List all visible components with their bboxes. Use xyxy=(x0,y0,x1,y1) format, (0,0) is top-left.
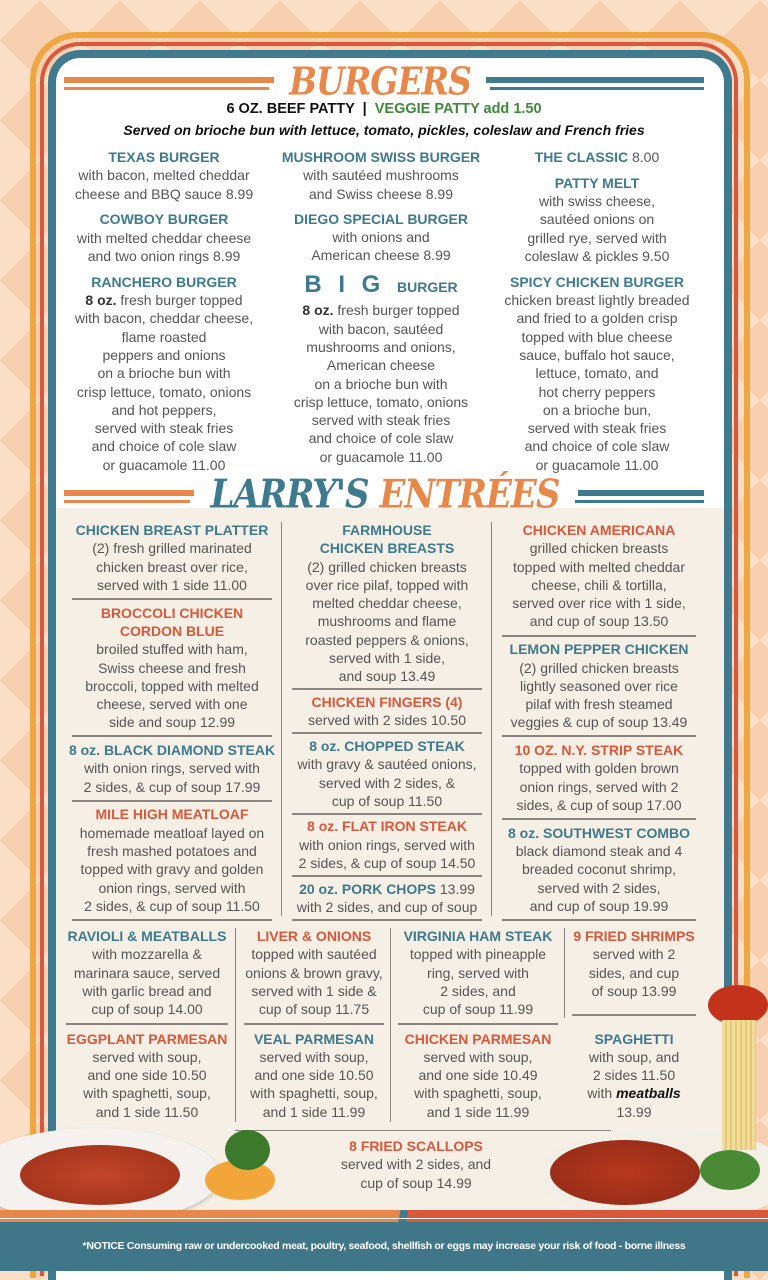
weight-label: 8 oz. xyxy=(302,302,334,319)
item-title xyxy=(392,927,564,945)
item-description-line: (2) grilled chicken breasts xyxy=(307,558,467,575)
item-separator xyxy=(292,875,482,877)
item-separator xyxy=(502,818,696,820)
menu-item xyxy=(238,927,390,1018)
meatballs-label: meatballs xyxy=(616,1085,681,1102)
item-name: 10 OZ. N.Y. STRIP STEAK xyxy=(514,742,684,759)
menu-item xyxy=(286,817,488,872)
entrees-column-1 xyxy=(66,521,278,921)
menu-item xyxy=(492,273,702,474)
item-name: CHICKEN FINGERS (4) xyxy=(311,694,463,711)
burgers-title: BURGERS xyxy=(289,59,471,104)
item-description-line: with bacon, melted cheddar xyxy=(78,167,250,184)
item-name: RANCHERO BURGER xyxy=(91,273,237,290)
veggie-patty-label: VEGGIE PATTY add 1.50 xyxy=(374,101,542,117)
item-description-line: pilaf with fresh steamed xyxy=(525,696,673,713)
item-description-line: and choice of cole slaw xyxy=(308,430,454,447)
item-title xyxy=(60,273,268,291)
item-description-line: sides, & cup of soup 17.00 xyxy=(516,797,682,814)
header-stripe-left xyxy=(64,77,274,83)
menu-item xyxy=(60,273,268,474)
item-description-line: served with 2 xyxy=(592,946,676,963)
item-description-line: served with steak fries xyxy=(527,420,667,437)
item-separator xyxy=(72,735,272,737)
item-description-line: 2 sides, and xyxy=(440,982,516,999)
item-title xyxy=(286,693,488,711)
item-name: 8 oz. SOUTHWEST COMBO xyxy=(508,824,690,841)
item-title xyxy=(66,521,278,539)
item-name: THE CLASSIC xyxy=(534,149,629,165)
item-name: 8 oz. CHOPPED STEAK xyxy=(309,737,465,754)
item-title xyxy=(300,1137,532,1155)
item-description-line: flame roasted xyxy=(121,328,207,345)
item-description-line: or guacamole 11.00 xyxy=(102,456,226,473)
item-description-line: homemade meatloaf layed on xyxy=(79,824,265,841)
item-name: COWBOY BURGER xyxy=(99,211,229,228)
item-description-line: with bacon, sautéed xyxy=(318,320,444,337)
item-description-line: with garlic bread and xyxy=(82,982,212,999)
burgers-column-2 xyxy=(276,148,486,466)
item-title xyxy=(492,273,702,291)
item-separator xyxy=(72,919,272,921)
item-description-line: cheese, served with one xyxy=(96,696,248,713)
item-separator xyxy=(66,1023,228,1025)
item-title xyxy=(566,927,702,945)
item-description-line: broccoli, topped with melted xyxy=(85,677,259,694)
item-description-line: onion rings, served with xyxy=(98,879,246,896)
item-description-line: and choice of cole slaw xyxy=(91,438,237,455)
item-description-line: cup of soup 14.00 xyxy=(91,1001,203,1018)
item-title xyxy=(60,1030,234,1048)
item-price: 8.00 xyxy=(628,149,660,165)
item-title xyxy=(286,880,488,898)
item-name: FARMHOUSE xyxy=(342,522,432,538)
item-description-line: with swiss cheese, xyxy=(539,193,655,210)
item-description-line xyxy=(566,1084,702,1102)
column-divider xyxy=(235,928,236,1122)
menu-item xyxy=(276,271,486,466)
item-description-line: with onions and xyxy=(332,228,430,245)
item-description-line: American cheese 8.99 xyxy=(311,247,451,264)
column-divider xyxy=(564,928,565,1018)
item-description-line: 2 sides, & cup of soup 17.99 xyxy=(83,778,261,795)
item-price: 13.99 xyxy=(435,880,475,897)
item-description-line: on a brioche bun with xyxy=(314,375,448,392)
item-name: LIVER & ONIONS xyxy=(256,928,372,944)
item-separator xyxy=(72,800,272,802)
item-separator xyxy=(398,1023,558,1025)
item-description-line: veggies & cup of soup 13.49 xyxy=(510,714,688,731)
item-description-line: served with steak fries xyxy=(94,420,234,437)
item-description-line: served with soup, xyxy=(259,1048,369,1065)
menu-item xyxy=(286,737,488,810)
item-description-line: topped with melted cheddar xyxy=(513,558,685,575)
item-description-line: with 2 sides, and cup of soup xyxy=(296,899,478,916)
item-name: TEXAS BURGER xyxy=(108,149,220,165)
header-stripe-left-thin xyxy=(64,87,269,90)
item-description-line: served with 2 sides, xyxy=(537,879,661,896)
item-title xyxy=(496,741,702,759)
menu-item xyxy=(566,1030,702,1121)
menu-item xyxy=(60,148,268,203)
item-title xyxy=(492,148,702,166)
menu-item xyxy=(286,880,488,917)
item-separator xyxy=(292,732,482,734)
item-title-line2: CORDON BLUE xyxy=(119,622,225,639)
item-description-line: with bacon, cheddar cheese, xyxy=(74,310,254,327)
item-description-line: with spaghetti, soup, xyxy=(83,1085,211,1102)
item-description-line: cup of soup 11.75 xyxy=(258,1001,370,1018)
item-description-line: and two onion rings 8.99 xyxy=(87,247,241,264)
item-description-line: 2 sides, & cup of soup 14.50 xyxy=(298,855,476,872)
item-name: SPICY CHICKEN BURGER xyxy=(510,273,684,290)
item-title xyxy=(286,817,488,835)
item-title xyxy=(286,521,488,539)
item-name: DIEGO SPECIAL BURGER xyxy=(294,210,468,227)
item-name: SPAGHETTI xyxy=(594,1030,674,1047)
item-title xyxy=(492,174,702,192)
spaghetti-strands-image xyxy=(722,1020,756,1150)
item-description-line: served with soup, xyxy=(423,1048,533,1065)
item-description-line xyxy=(60,291,268,309)
item-separator xyxy=(244,1023,384,1025)
description-text: fresh burger topped xyxy=(333,302,460,319)
item-name: MUSHROOM SWISS BURGER xyxy=(281,149,481,165)
item-description-line: or guacamole 11.00 xyxy=(535,456,659,473)
column-divider xyxy=(491,522,492,916)
menu-item xyxy=(492,174,702,265)
fork-spaghetti-image xyxy=(708,985,768,1025)
item-name: EGGPLANT PARMESAN xyxy=(66,1030,228,1047)
menu-item xyxy=(276,148,486,203)
item-name: 8 oz. BLACK DIAMOND STEAK xyxy=(68,742,276,759)
item-name: CHICKEN BREAST PLATTER xyxy=(75,522,269,538)
item-description-line: of soup 13.99 xyxy=(591,982,677,999)
item-description-line: served over rice with 1 side, xyxy=(512,595,686,612)
item-name: 8 FRIED SCALLOPS xyxy=(349,1138,483,1154)
item-description-line: or guacamole 11.00 xyxy=(319,448,443,465)
entrees-row2-column-4 xyxy=(566,927,702,1121)
item-description-line: roasted peppers & onions, xyxy=(305,631,469,648)
item-title xyxy=(276,210,486,228)
item-description-line: and 1 side 11.99 xyxy=(426,1103,530,1120)
item-title-line2: CHICKEN BREASTS xyxy=(319,540,455,557)
item-title xyxy=(496,640,702,658)
item-description-line: 13.99 xyxy=(616,1103,652,1120)
item-description-line: Swiss cheese and fresh xyxy=(98,659,246,676)
menu-item xyxy=(300,1137,532,1192)
menu-item xyxy=(276,210,486,265)
item-description-line: cup of soup 14.99 xyxy=(360,1174,472,1191)
item-description-line: with soup, and xyxy=(588,1048,680,1065)
eggplant-parmesan-image xyxy=(20,1145,180,1205)
item-title xyxy=(60,210,268,228)
item-description-line: black diamond steak and 4 xyxy=(515,843,683,860)
item-separator xyxy=(292,813,482,815)
menu-item xyxy=(286,693,488,730)
item-name: CHICKEN PARMESAN xyxy=(404,1030,552,1047)
item-description-line: served with soup, xyxy=(92,1048,202,1065)
item-description-line: coleslaw & pickles 9.50 xyxy=(524,247,670,264)
menu-item xyxy=(238,1030,390,1121)
menu-item xyxy=(496,741,702,814)
entrees-column-3 xyxy=(496,521,702,921)
item-description-line: marinara sauce, served xyxy=(73,964,221,981)
entrees-row2-column-1 xyxy=(60,927,234,1121)
big-burger-title xyxy=(276,271,486,301)
served-on-note: Served on brioche bun with lettuce, tomato, pickles, coleslaw and French fries xyxy=(123,122,645,138)
item-description-line: and cup of soup 13.50 xyxy=(529,613,669,630)
item-title xyxy=(566,1030,702,1048)
item-name: VIRGINIA HAM STEAK xyxy=(403,928,553,944)
item-description-line: served with 1 side & xyxy=(251,982,377,999)
footer-stripe xyxy=(0,1210,768,1222)
item-description-line: and hot peppers, xyxy=(111,401,217,418)
broccoli-image xyxy=(225,1130,270,1170)
menu-item xyxy=(496,824,702,915)
menu-item xyxy=(60,210,268,265)
item-description-line: topped with gravy and golden xyxy=(80,861,264,878)
big-label: B I G xyxy=(304,271,386,299)
item-description-line: crisp lettuce, tomato, onions xyxy=(293,393,469,410)
item-description-line: (2) fresh grilled marinated xyxy=(92,540,252,557)
entrees-stripe-right-thin xyxy=(575,500,704,503)
item-description-line: and one side 10.49 xyxy=(418,1067,538,1084)
item-description-line: with melted cheddar cheese xyxy=(76,229,252,246)
item-description-line: breaded coconut shrimp, xyxy=(521,861,677,878)
item-description-line: on a brioche bun with xyxy=(97,365,231,382)
item-description-line: served with 1 side 11.00 xyxy=(97,576,247,593)
item-name: MILE HIGH MEATLOAF xyxy=(95,806,249,823)
beef-patty-label: 6 OZ. BEEF PATTY | xyxy=(226,101,375,117)
item-description-line: cup of soup 11.99 xyxy=(422,1001,534,1018)
item-description-line: served with 1 side, xyxy=(329,650,445,667)
header-stripe-right xyxy=(486,77,704,83)
item-description-line: broiled stuffed with ham, xyxy=(96,641,248,658)
item-description-line: side and soup 12.99 xyxy=(108,714,236,731)
item-description-line: served with 2 sides 10.50 xyxy=(308,712,466,729)
item-title xyxy=(66,805,278,823)
item-description-line: with onion rings, served with xyxy=(299,836,475,853)
item-description-line: and 1 side 11.50 xyxy=(95,1103,199,1120)
item-description-line: served with 2 sides, & xyxy=(318,774,456,791)
column-divider xyxy=(281,522,282,916)
weight-label: 8 oz. xyxy=(85,292,117,309)
menu-item xyxy=(66,521,278,594)
burgers-column-3 xyxy=(492,148,702,474)
burger-label: BURGER xyxy=(397,279,458,296)
menu-item xyxy=(392,927,564,1018)
item-title xyxy=(238,927,390,945)
item-description-line: hot cherry peppers xyxy=(538,383,656,400)
item-name: 20 oz. PORK CHOPS xyxy=(299,880,436,897)
item-description-line: American cheese xyxy=(326,357,436,374)
item-description-line: topped with sautéed xyxy=(251,946,377,963)
item-description-line: sides, and cup xyxy=(588,964,680,981)
item-description-line: and cup of soup 19.99 xyxy=(529,897,669,914)
item-name: BROCCOLI CHICKEN xyxy=(100,604,244,621)
food-safety-notice: *NOTICE Consuming raw or undercooked meat, poultry, seafood, shellfish or eggs may increase your risk of food - borne illness xyxy=(0,1222,768,1271)
item-description-line xyxy=(276,301,486,319)
item-separator xyxy=(502,635,696,637)
item-description-line: on a brioche bun, xyxy=(542,401,652,418)
item-title xyxy=(496,824,702,842)
entrees-title-larrys: LARRY'S xyxy=(210,472,369,518)
item-description-line: and one side 10.50 xyxy=(254,1067,374,1084)
item-description-line: onions & brown gravy, xyxy=(245,964,383,981)
item-title xyxy=(60,927,234,945)
entrees-row2-column-2 xyxy=(238,927,390,1121)
header-stripe-right-thin xyxy=(490,87,704,90)
item-description-line: mushrooms and onions, xyxy=(306,338,456,355)
item-separator xyxy=(572,1014,696,1016)
item-description-line: 2 sides 11.50 xyxy=(592,1067,676,1084)
menu-item xyxy=(392,1030,564,1121)
item-description-line: mushrooms and flame xyxy=(317,613,457,630)
basil-image xyxy=(700,1150,760,1190)
item-name: CHICKEN AMERICANA xyxy=(522,522,676,538)
entrees-row2-column-3 xyxy=(392,927,564,1121)
item-description-line: and choice of cole slaw xyxy=(524,438,670,455)
item-description-line: topped with golden brown xyxy=(519,760,679,777)
item-name: 8 oz. FLAT IRON STEAK xyxy=(307,818,467,835)
item-description-line: (2) grilled chicken breasts xyxy=(519,659,679,676)
item-description-line: lightly seasoned over rice xyxy=(520,677,678,694)
entrees-title-entrees: ENTRÉES xyxy=(379,472,560,518)
column-divider xyxy=(390,928,391,1122)
item-description-line: cheese, chili & tortilla, xyxy=(531,576,667,593)
item-description-line: 2 sides, & cup of soup 11.50 xyxy=(84,897,260,914)
item-description-line: melted cheddar cheese, xyxy=(312,595,462,612)
item-description-line: with onion rings, served with xyxy=(84,760,260,777)
item-description-line: crisp lettuce, tomato, onions xyxy=(76,383,252,400)
patty-info xyxy=(0,101,768,117)
entrees-stripe-right xyxy=(578,490,704,496)
entrees-title xyxy=(200,472,570,518)
description-text: with xyxy=(587,1085,617,1102)
item-title xyxy=(60,148,268,166)
row-divider xyxy=(235,1130,611,1131)
item-description-line: chicken breast lightly breaded xyxy=(504,292,690,309)
item-description-line: onion rings, served with 2 xyxy=(519,778,679,795)
menu-item xyxy=(60,1030,234,1121)
item-description-line: cup of soup 11.50 xyxy=(331,792,443,809)
menu-item xyxy=(66,805,278,915)
item-separator xyxy=(502,735,696,737)
menu-item xyxy=(492,148,702,166)
item-description-line: served with steak fries xyxy=(311,412,451,429)
item-description-line: with sautéed mushrooms xyxy=(303,167,459,184)
item-title xyxy=(286,737,488,755)
entrees-stripe-left-thin xyxy=(64,500,190,503)
item-description-line: peppers and onions xyxy=(102,346,226,363)
menu-item xyxy=(566,927,702,1000)
item-description-line: with gravy & sautéed onions, xyxy=(297,756,477,773)
item-title xyxy=(392,1030,564,1048)
item-description-line: topped with pineapple xyxy=(409,946,547,963)
item-description-line: ring, served with xyxy=(427,964,529,981)
item-name: PATTY MELT xyxy=(554,174,640,191)
item-description-line: chicken breast over rice, xyxy=(96,558,248,575)
item-description-line: sautéed onions on xyxy=(539,211,655,228)
item-description-line: with spaghetti, soup, xyxy=(414,1085,542,1102)
menu-item xyxy=(66,741,278,796)
item-separator xyxy=(72,598,272,600)
item-separator xyxy=(502,919,696,921)
item-title xyxy=(66,741,278,759)
item-description-line: and one side 10.50 xyxy=(87,1067,207,1084)
menu-item xyxy=(60,927,234,1018)
burgers-column-1 xyxy=(60,148,268,474)
item-description-line: with spaghetti, soup, xyxy=(250,1085,378,1102)
entrees-column-2 xyxy=(286,521,488,921)
spaghetti-meatballs-image xyxy=(550,1140,700,1205)
item-description-line: with mozzarella & xyxy=(92,946,202,963)
item-description-line: and soup 13.49 xyxy=(338,668,436,685)
item-name: VEAL PARMESAN xyxy=(253,1030,375,1047)
scallops-column xyxy=(300,1137,532,1193)
item-title xyxy=(66,604,278,622)
item-name: RAVIOLI & MEATBALLS xyxy=(67,928,227,944)
item-description-line: grilled rye, served with xyxy=(527,229,667,246)
menu-item xyxy=(496,521,702,631)
item-name: LEMON PEPPER CHICKEN xyxy=(509,641,689,658)
item-description-line: and fried to a golden crisp xyxy=(516,310,678,327)
item-description-line: topped with blue cheese xyxy=(521,328,673,345)
item-description-line: over rice pilaf, topped with xyxy=(305,576,469,593)
item-description-line: served with 2 sides, and xyxy=(340,1156,492,1173)
item-title xyxy=(238,1030,390,1048)
item-name: 9 FRIED SHRIMPS xyxy=(573,928,695,944)
item-description-line: lettuce, tomato, and xyxy=(535,365,659,382)
menu-item xyxy=(66,604,278,732)
item-separator xyxy=(292,919,482,921)
item-title xyxy=(496,521,702,539)
menu-item xyxy=(286,521,488,686)
description-text: fresh burger topped xyxy=(116,292,243,309)
item-description-line: and Swiss cheese 8.99 xyxy=(309,185,453,202)
entrees-stripe-left xyxy=(64,490,194,496)
item-title xyxy=(276,148,486,166)
menu-item xyxy=(496,640,702,731)
item-description-line: grilled chicken breasts xyxy=(529,540,669,557)
item-separator xyxy=(292,688,482,690)
item-description-line: fresh mashed potatoes and xyxy=(87,843,257,860)
item-description-line: sauce, buffalo hot sauce, xyxy=(519,346,675,363)
item-description-line: and 1 side 11.99 xyxy=(262,1103,366,1120)
item-description-line: cheese and BBQ sauce 8.99 xyxy=(74,185,254,202)
